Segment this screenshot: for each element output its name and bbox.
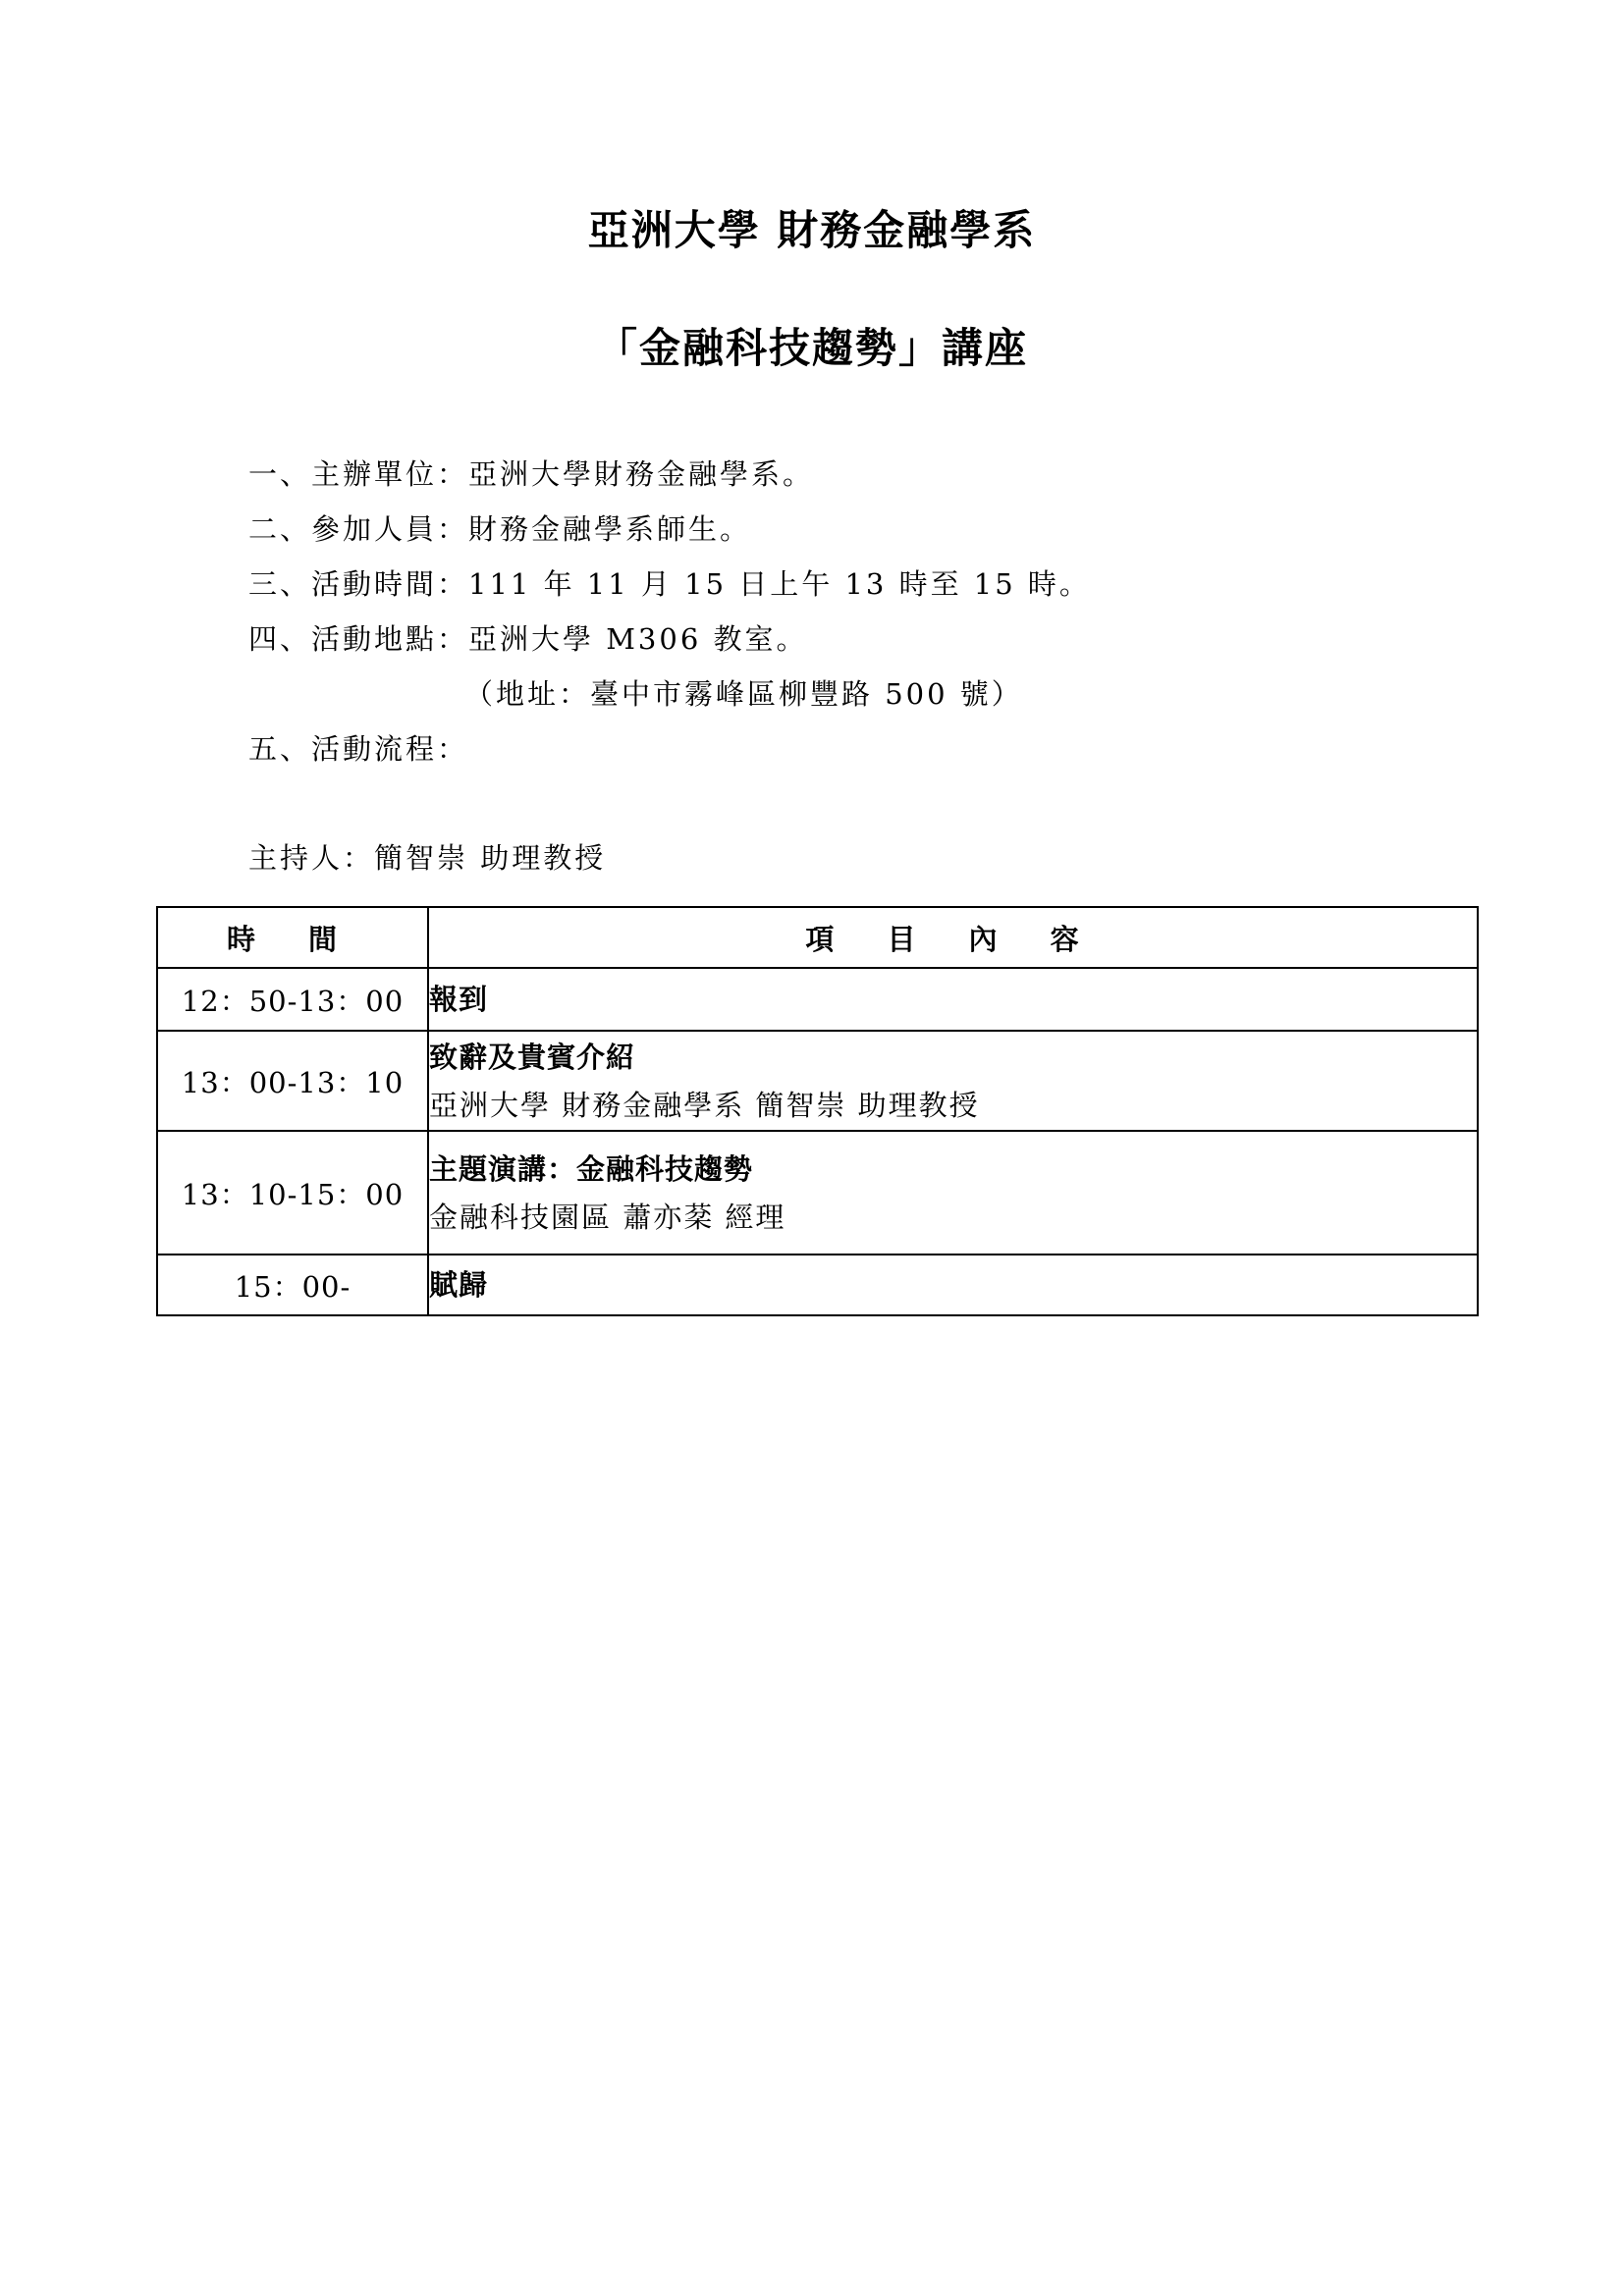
table-header-row [157, 907, 1478, 968]
info-location: 四、活動地點：亞洲大學 M306 教室。 [248, 622, 808, 656]
time-column-header: 時 間 [157, 907, 428, 968]
row-time: 15：00- [157, 1255, 428, 1315]
info-time: 三、活動時間：111 年 11 月 15 日上午 13 時至 15 時。 [248, 567, 1091, 601]
row-title: 賦歸 [429, 1268, 489, 1302]
row-title: 報到 [429, 983, 489, 1016]
info-address: （地址：臺中市霧峰區柳豐路 500 號） [464, 677, 1023, 711]
row-content [428, 968, 1478, 1031]
table-row [157, 1031, 1478, 1131]
row-detail: 亞洲大學 財務金融學系 簡智崇 助理教授 [429, 1089, 980, 1122]
table-row [157, 1131, 1478, 1255]
host-line: 主持人：簡智崇 助理教授 [248, 841, 607, 875]
row-time: 13：00-13：10 [157, 1031, 428, 1131]
page-title: 亞洲大學 財務金融學系 [587, 206, 1037, 254]
info-agenda-heading: 五、活動流程： [248, 732, 469, 766]
row-time: 13：10-15：00 [157, 1131, 428, 1255]
row-time: 12：50-13：00 [157, 968, 428, 1031]
event-title: 「金融科技趨勢」講座 [595, 324, 1028, 372]
row-content [428, 1255, 1478, 1315]
row-title: 主題演講：金融科技趨勢 [429, 1152, 754, 1186]
info-participants: 二、參加人員：財務金融學系師生。 [248, 512, 752, 546]
table-row [157, 1255, 1478, 1315]
table-row [157, 968, 1478, 1031]
schedule-table [156, 906, 1479, 1316]
info-list [248, 447, 1476, 776]
row-detail: 金融科技園區 蕭亦棻 經理 [429, 1201, 786, 1234]
row-content [428, 1131, 1478, 1255]
info-organizer: 一、主辦單位：亞洲大學財務金融學系。 [248, 457, 815, 491]
row-title: 致辭及貴賓介紹 [429, 1041, 636, 1074]
content-column-header: 項 目 內 容 [428, 907, 1478, 968]
row-content [428, 1031, 1478, 1131]
